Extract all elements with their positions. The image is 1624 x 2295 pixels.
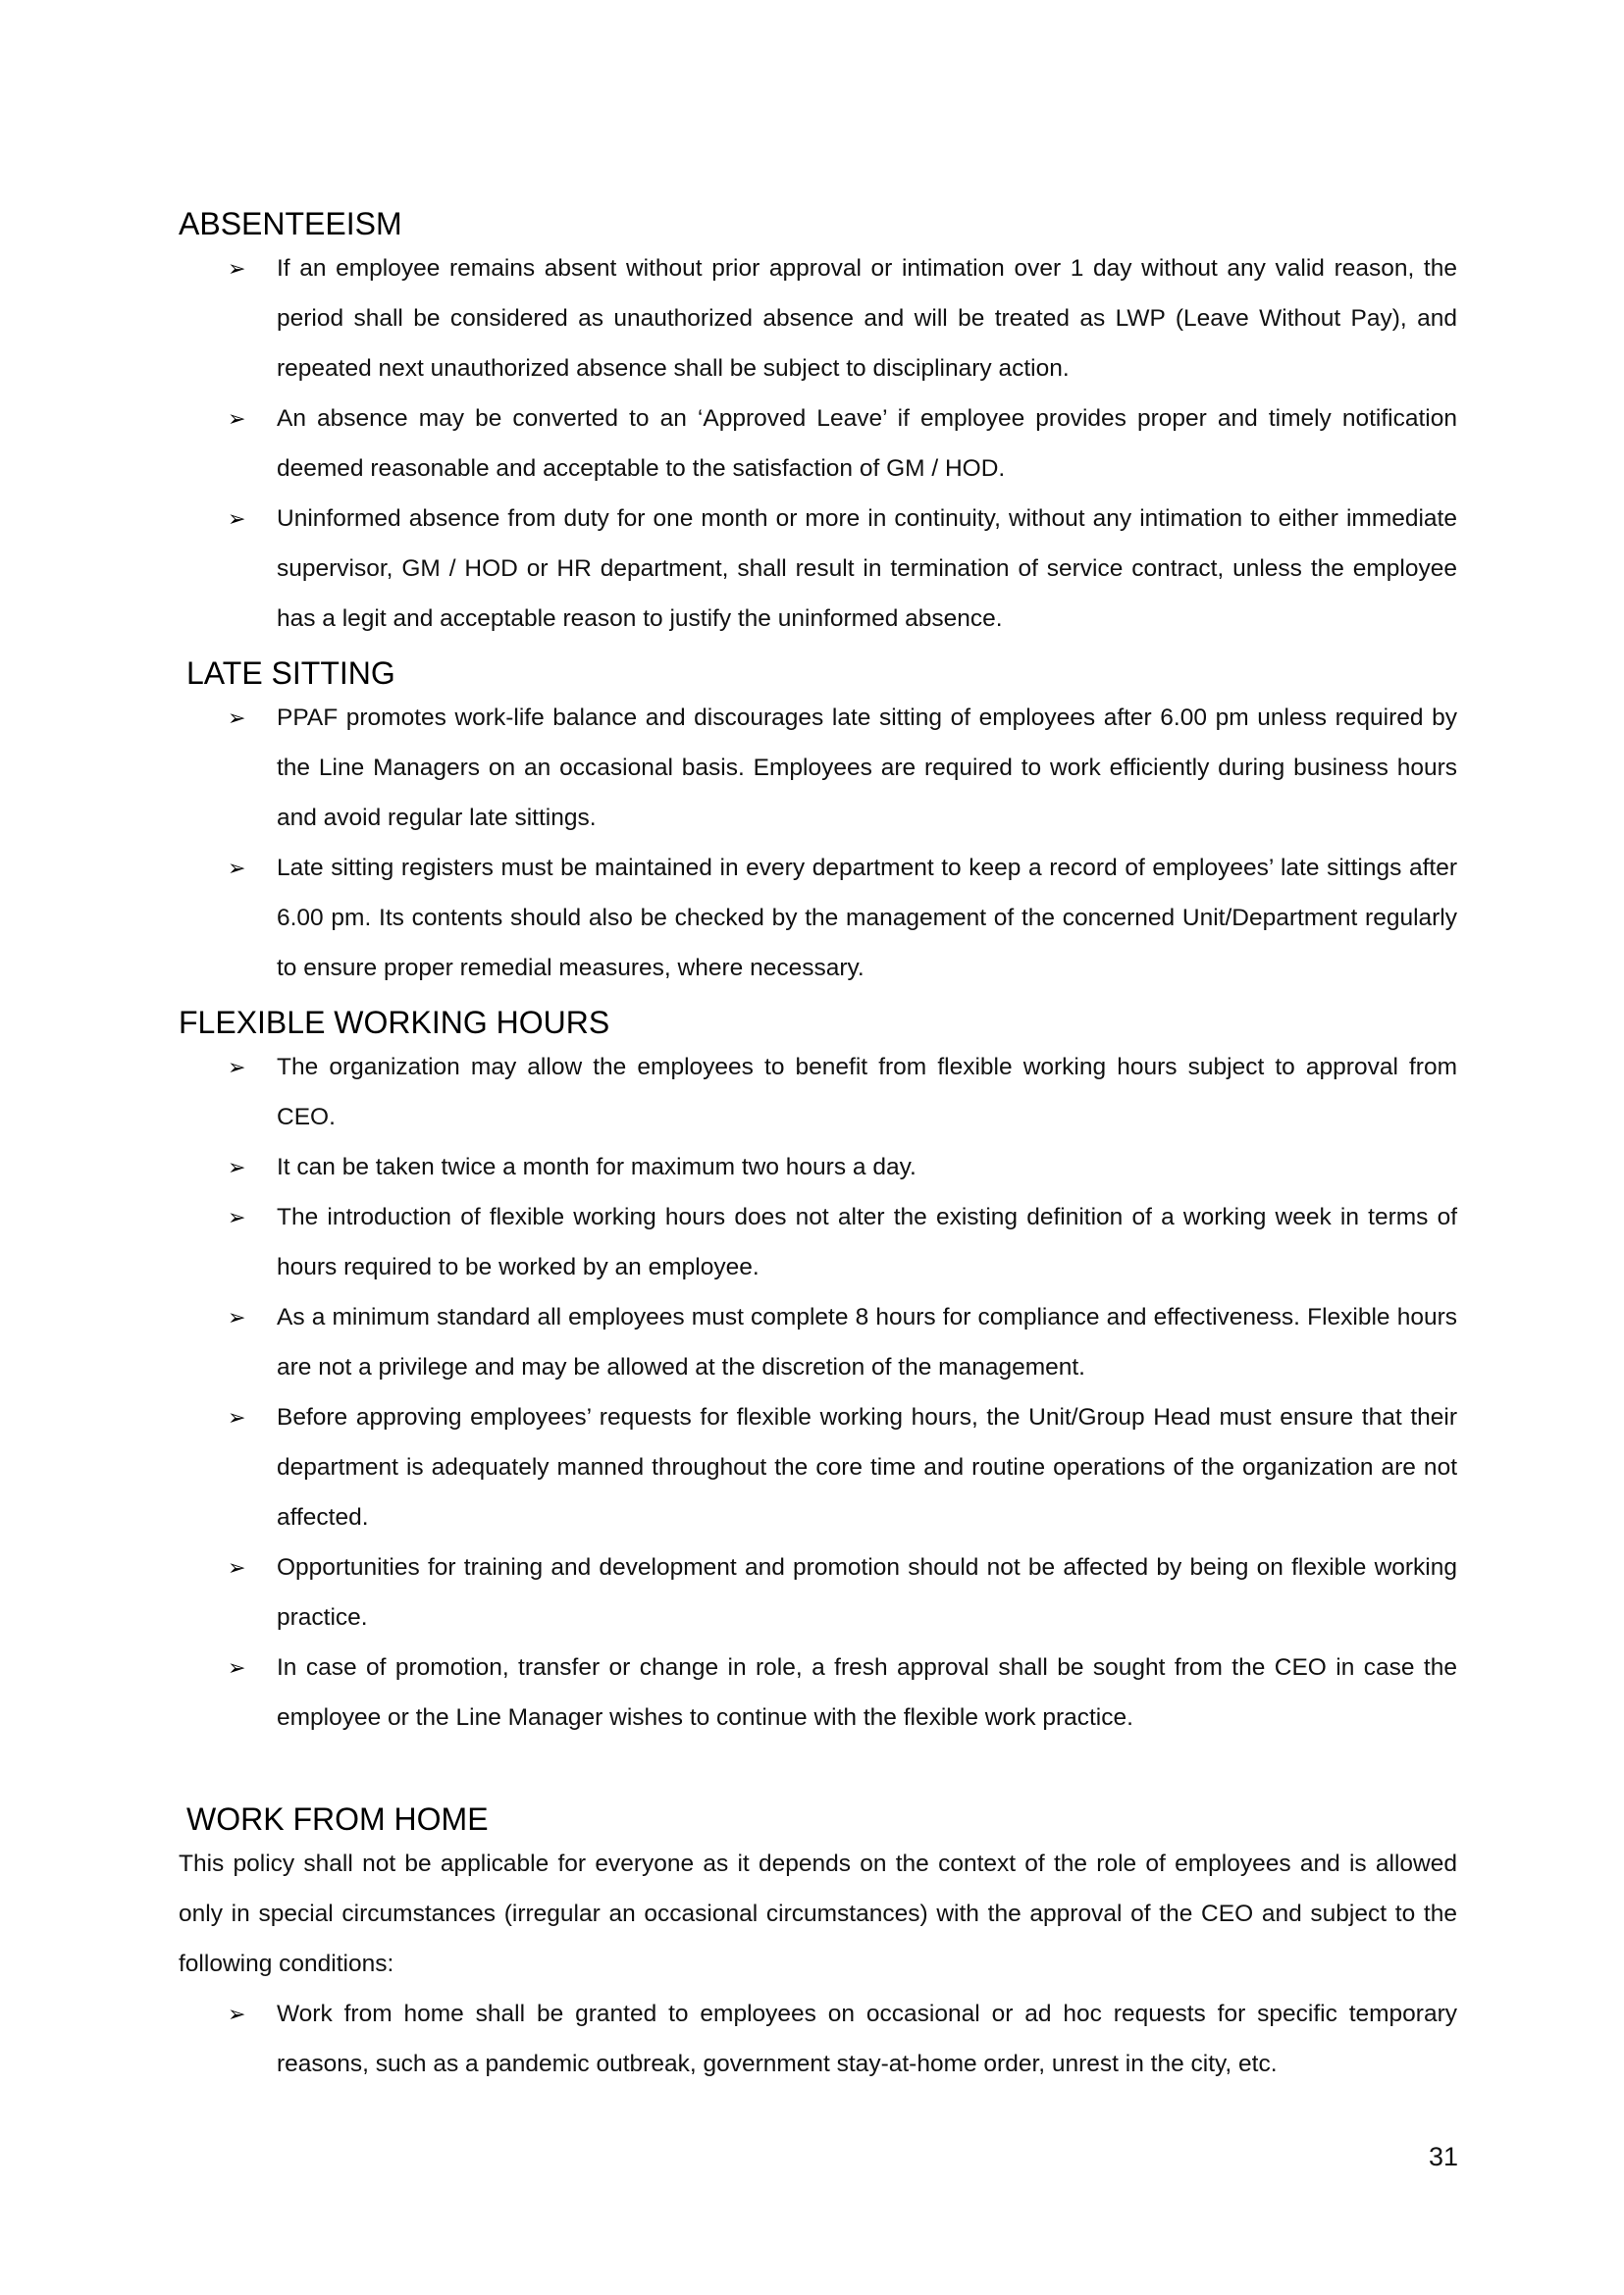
section-title-late-sitting: LATE SITTING (186, 655, 395, 691)
list-item: ➢ Late sitting registers must be maintained in every department to keep a record of employees’ late sittings after 6.00 pm. Its contents should also be checked by the management of the concerned Unit/Department regularly to ensure proper remedial measures, where necessary. (179, 843, 1457, 993)
arrowhead-bullet-icon: ➢ (228, 856, 246, 880)
section-title-absenteeism: ABSENTEEISM (179, 206, 402, 241)
arrowhead-bullet-icon: ➢ (228, 1405, 246, 1430)
list-item: ➢ As a minimum standard all employees must complete 8 hours for compliance and effectiveness. Flexible hours are not a privilege and may be allowed at the discretion of the management. (179, 1292, 1457, 1392)
work-from-home-intro: This policy shall not be applicable for everyone as it depends on the context of the role of employees and is allowed only in special circumstances (irregular an occasional circumstances) with the approval of the CEO and subject to the following conditions: (179, 1851, 1457, 1977)
arrowhead-bullet-icon: ➢ (228, 1655, 246, 1680)
list-item: ➢ PPAF promotes work-life balance and discourages late sitting of employees after 6.00 pm unless required by the Line Managers on an occasional basis. Employees are required to work efficiently during business hours and avoid regular late sittings. (179, 693, 1457, 843)
arrowhead-bullet-icon: ➢ (228, 1205, 246, 1229)
bullet-list-flexible-working-hours (179, 1042, 1457, 1743)
arrowhead-bullet-icon: ➢ (228, 256, 246, 281)
arrowhead-bullet-icon: ➢ (228, 1305, 246, 1330)
arrowhead-bullet-icon: ➢ (228, 406, 246, 431)
arrowhead-bullet-icon: ➢ (228, 1155, 246, 1179)
bullet-list-late-sitting (179, 693, 1457, 993)
section-title-flexible-working-hours: FLEXIBLE WORKING HOURS (179, 1005, 610, 1040)
arrowhead-bullet-icon: ➢ (228, 705, 246, 730)
list-item: ➢ Opportunities for training and development and promotion should not be affected by being on flexible working practice. (179, 1542, 1457, 1643)
section-title-work-from-home: WORK FROM HOME (186, 1801, 489, 1837)
list-item: ➢ Before approving employees’ requests for flexible working hours, the Unit/Group Head must ensure that their department is adequately manned throughout the core time and routine operations of the organization are not affected. (179, 1392, 1457, 1542)
page-number: 31 (1428, 2142, 1458, 2171)
bullet-list-absenteeism (179, 243, 1457, 644)
arrowhead-bullet-icon: ➢ (228, 1555, 246, 1580)
list-item: ➢ An absence may be converted to an ‘Approved Leave’ if employee provides proper and timely notification deemed reasonable and acceptable to the satisfaction of GM / HOD. (179, 393, 1457, 494)
bullet-list-work-from-home (179, 1989, 1457, 2089)
arrowhead-bullet-icon: ➢ (228, 1055, 246, 1079)
arrowhead-bullet-icon: ➢ (228, 2002, 246, 2026)
list-item: ➢ Uninformed absence from duty for one month or more in continuity, without any intimation to either immediate supervisor, GM / HOD or HR department, shall result in termination of service contract, unless the employee has a legit and acceptable reason to justify the uninformed absence. (179, 494, 1457, 644)
list-item: ➢ Work from home shall be granted to employees on occasional or ad hoc requests for specific temporary reasons, such as a pandemic outbreak, government stay-at-home order, unrest in the city, etc. (179, 1989, 1457, 2089)
list-item: ➢ The introduction of flexible working hours does not alter the existing definition of a working week in terms of hours required to be worked by an employee. (179, 1192, 1457, 1292)
document-page (179, 204, 1457, 2089)
list-item: ➢ If an employee remains absent without prior approval or intimation over 1 day without any valid reason, the period shall be considered as unauthorized absence and will be treated as LWP (Leave Without Pay), and repeated next unauthorized absence shall be subject to disciplinary action. (179, 243, 1457, 393)
list-item: ➢ In case of promotion, transfer or change in role, a fresh approval shall be sought from the CEO in case the employee or the Line Manager wishes to continue with the flexible work practice. (179, 1643, 1457, 1743)
arrowhead-bullet-icon: ➢ (228, 506, 246, 531)
list-item: ➢ It can be taken twice a month for maximum two hours a day. (179, 1142, 1457, 1192)
list-item: ➢ The organization may allow the employees to benefit from flexible working hours subject to approval from CEO. (179, 1042, 1457, 1142)
